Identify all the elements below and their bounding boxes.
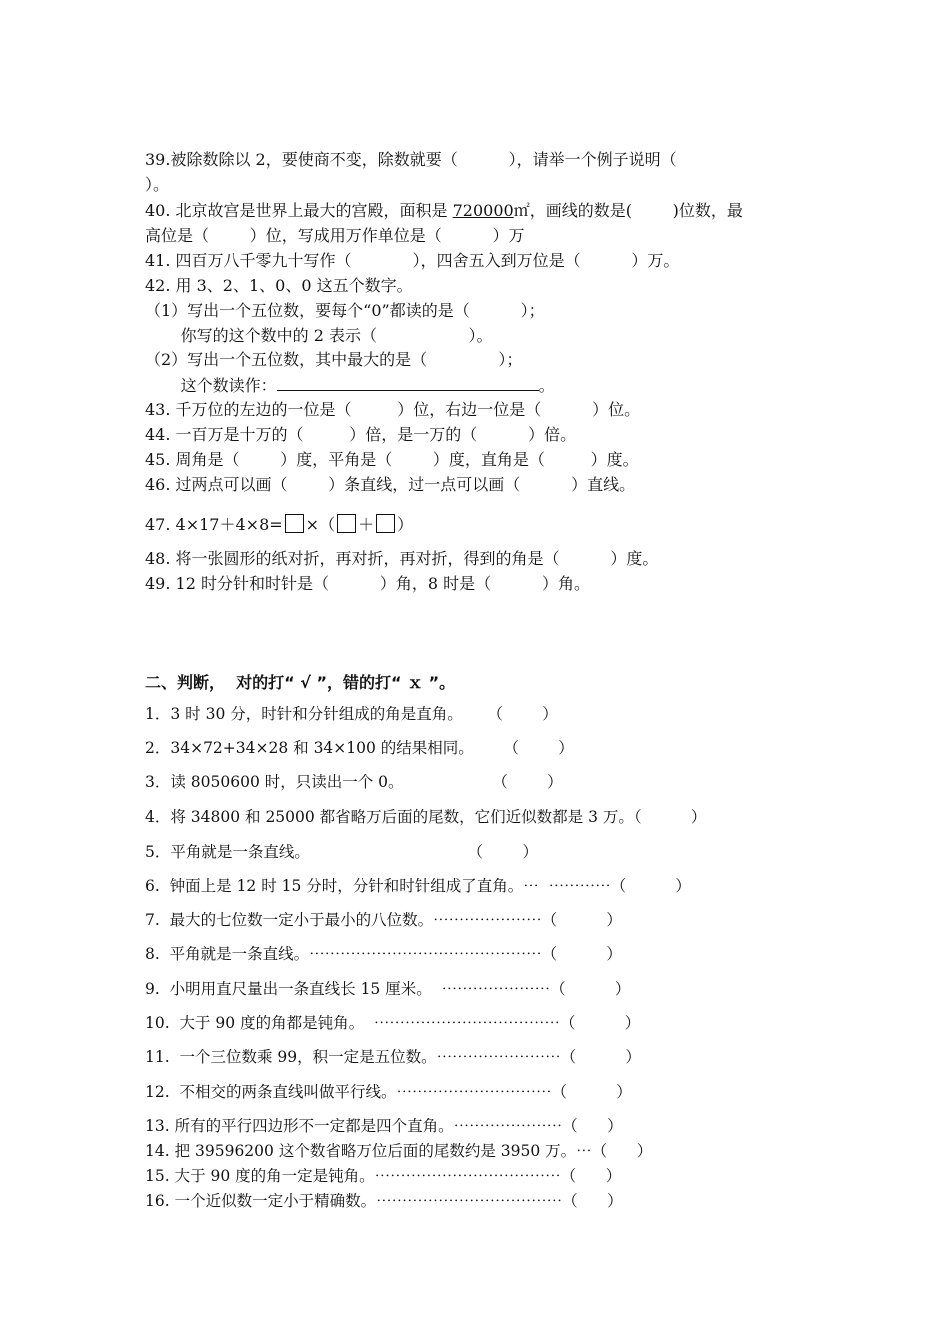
question-39-line2: ）。 (145, 175, 170, 194)
question-40-underlined-area: 720000 (452, 201, 514, 220)
judge-item-13: 13. 所有的平行四边形不一定都是四个直角。⋯⋯⋯⋯⋯⋯⋯（ ） (145, 1117, 623, 1135)
question-43: 43. 千万位的左边的一位是（ ）位，右边一位是（ ）位。 (145, 400, 641, 419)
question-40-text-a: 40. 北京故宫是世界上最大的宫殿，面积是 (145, 201, 453, 220)
question-44: 44. 一百万是十万的（ ）倍，是一万的（ ）倍。 (145, 425, 577, 444)
question-42: 42. 用 3、2、1、0、0 这五个数字。 (145, 276, 413, 295)
question-47 (145, 514, 413, 535)
judge-item-12: 12. 不相交的两条直线叫做平行线。⋯⋯⋯⋯⋯⋯⋯⋯⋯⋯（ ） (145, 1083, 632, 1101)
judge-item-9: 9. 小明用直尺量出一条直线长 15 厘米。 ⋯⋯⋯⋯⋯⋯⋯（ ） (145, 980, 631, 998)
question-42-read-label: 这个数读作： (145, 376, 277, 395)
question-42-read-end: 。 (538, 376, 555, 395)
question-41: 41. 四百万八千零九十写作（ ），四舍五入到万位是（ ）万。 (145, 251, 680, 270)
question-40-line2: 高位是（ ）位，写成用万作单位是（ ）万 (145, 226, 525, 245)
judge-item-16: 16. 一个近似数一定小于精确数。⋯⋯⋯⋯⋯⋯⋯⋯⋯⋯⋯⋯（ ） (145, 1192, 623, 1210)
answer-box-3[interactable] (376, 514, 395, 533)
answer-box-2[interactable] (337, 514, 356, 533)
answer-box-1[interactable] (285, 514, 304, 533)
judge-item-1: 1．3 时 30 分，时针和分针组成的角是直角。 （ ） (145, 705, 558, 723)
answer-blank-line[interactable] (277, 375, 539, 391)
judge-item-10: 10. 大于 90 度的角都是钝角。 ⋯⋯⋯⋯⋯⋯⋯⋯⋯⋯⋯⋯（ ） (145, 1014, 641, 1032)
question-47-times: ×（ (305, 515, 336, 534)
question-42-part2: （2）写出一个五位数，其中最大的是（ ）； (145, 350, 523, 369)
question-48: 48. 将一张圆形的纸对折，再对折，再对折，得到的角是（ ）度。 (145, 549, 659, 568)
judge-item-3: 3．读 8050600 时，只读出一个 0。 （ ） (145, 773, 563, 791)
question-47-expression: 47. 4×17＋4×8= (145, 515, 283, 534)
judge-item-4: 4．将 34800 和 25000 都省略万后面的尾数，它们近似数都是 3 万。（ ） (145, 808, 707, 826)
judge-item-6: 6. 钟面上是 12 时 15 分时，分针和时针组成了直角。⋯ ⋯⋯⋯⋯（ ） (145, 877, 691, 895)
judge-item-5: 5．平角就是一条直线。 （ ） (145, 843, 538, 861)
judge-item-8: 8. 平角就是一条直线。⋯⋯⋯⋯⋯⋯⋯⋯⋯⋯⋯⋯⋯⋯⋯（ ） (145, 945, 622, 963)
judge-item-7: 7. 最大的七位数一定小于最小的八位数。⋯⋯⋯⋯⋯⋯⋯（ ） (145, 911, 622, 929)
judge-item-2: 2．34×72+34×28 和 34×100 的结果相同。 （ ） (145, 739, 574, 757)
judge-item-14: 14. 把 39596200 这个数省略万位后面的尾数约是 3950 万。⋯（ ） (145, 1142, 653, 1160)
judge-item-11: 11. 一个三位数乘 99，积一定是五位数。⋯⋯⋯⋯⋯⋯⋯⋯（ ） (145, 1048, 641, 1066)
question-49: 49. 12 时分针和时针是（ ）角，8 时是（ ）角。 (145, 574, 590, 593)
question-40-line1 (145, 201, 743, 221)
question-42-part1-sub: 你写的这个数中的 2 表示（ ）。 (145, 326, 493, 345)
question-40-text-b: ㎡，画线的数是( )位数，最 (513, 201, 743, 220)
question-42-part2-sub (145, 375, 555, 396)
question-45: 45. 周角是（ ）度，平角是（ ）度，直角是（ ）度。 (145, 450, 639, 469)
question-47-close: ） (397, 515, 414, 534)
question-42-part1: （1）写出一个五位数，要每个“0”都读的是（ ）； (145, 301, 545, 320)
judge-item-15: 15. 大于 90 度的角一定是钝角。⋯⋯⋯⋯⋯⋯⋯⋯⋯⋯⋯⋯（ ） (145, 1167, 622, 1185)
question-39-line1: 39.被除数除以 2，要使商不变，除数就要（ ），请举一个例子说明（ (145, 150, 677, 169)
question-47-plus: ＋ (358, 515, 375, 534)
section-2-title: 二、判断， 对的打“ √ ”，错的打“ ｘ ”。 (145, 673, 456, 692)
question-46: 46. 过两点可以画（ ）条直线，过一点可以画（ ）直线。 (145, 475, 636, 494)
